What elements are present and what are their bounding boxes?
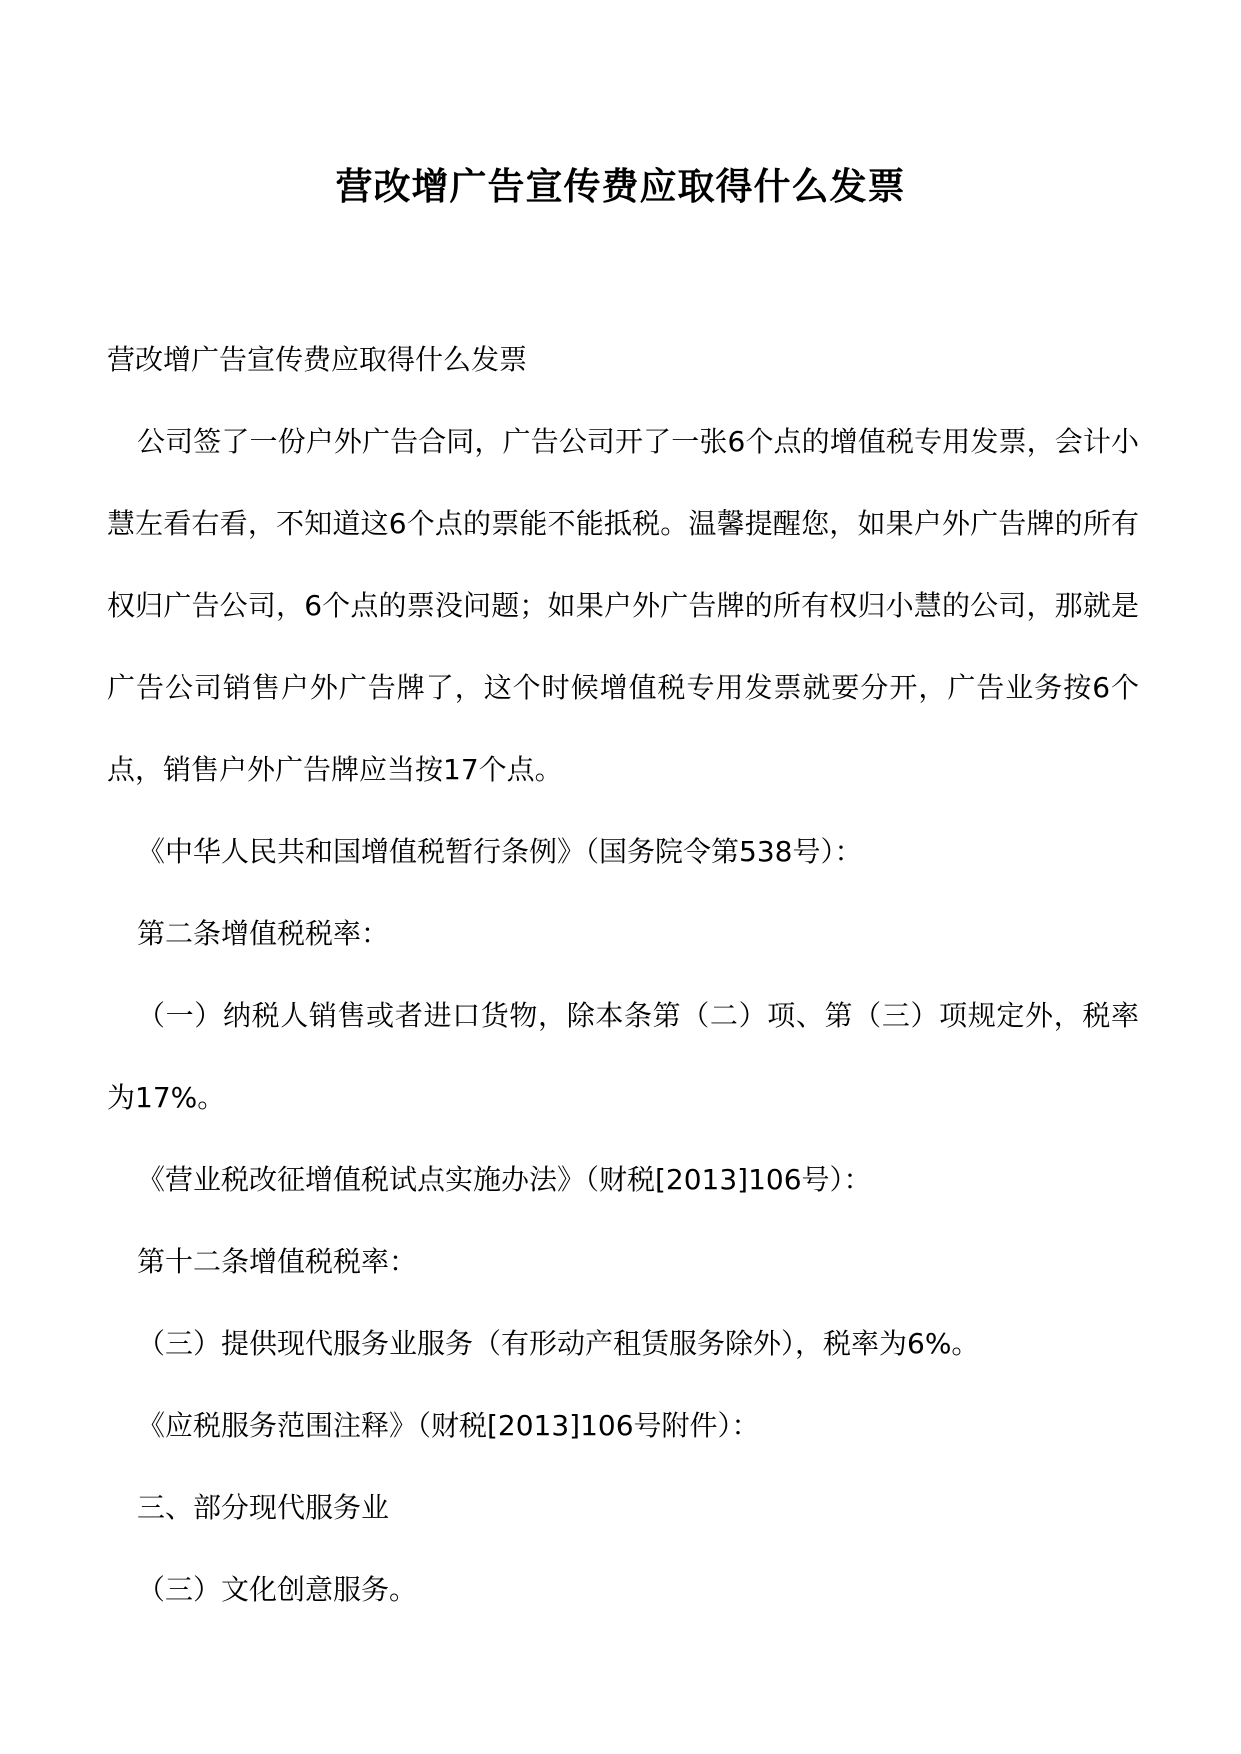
paragraph-regulation-538: 《中华人民共和国增值税暂行条例》（国务院令第538号）： <box>137 835 863 868</box>
paragraph-article-12: 第十二条增值税税率： <box>137 1245 418 1278</box>
paragraph-service-scope-notes: 《应税服务范围注释》（财税[2013]106号附件）： <box>137 1409 760 1442</box>
paragraph-article-12-item-3: （三）提供现代服务业服务（有形动产租赁服务除外），税率为6%。 <box>137 1327 980 1360</box>
paragraph-article-2-item-1: （一）纳税人销售或者进口货物，除本条第（二）项、第（三）项规定外，税率为17%。 <box>107 999 1139 1114</box>
paragraph-subtitle: 营改增广告宣传费应取得什么发票 <box>107 343 528 376</box>
paragraph-article-2: 第二条增值税税率： <box>137 917 390 950</box>
paragraph-section-3-item-3: （三）文化创意服务。 <box>137 1573 418 1606</box>
document-body <box>107 342 1139 1654</box>
paragraph-intro: 公司签了一份户外广告合同，广告公司开了一张6个点的增值税专用发票，会计小慧左看右看，不知道这6个点的票能不能抵税。温馨提醒您，如果户外广告牌的所有权归广告公司，6个点的票没问题；如果户外广告牌的所有权归小慧的公司，那就是广告公司销售户外广告牌了，这个时候增值税专用发票就要分开，广告业务按6个点，销售户外广告牌应当按17个点。 <box>107 425 1139 786</box>
paragraph-regulation-106: 《营业税改征增值税试点实施办法》（财税[2013]106号）： <box>137 1163 872 1196</box>
paragraph-section-3: 三、部分现代服务业 <box>137 1491 390 1524</box>
document-title: 营改增广告宣传费应取得什么发票 <box>335 164 906 208</box>
